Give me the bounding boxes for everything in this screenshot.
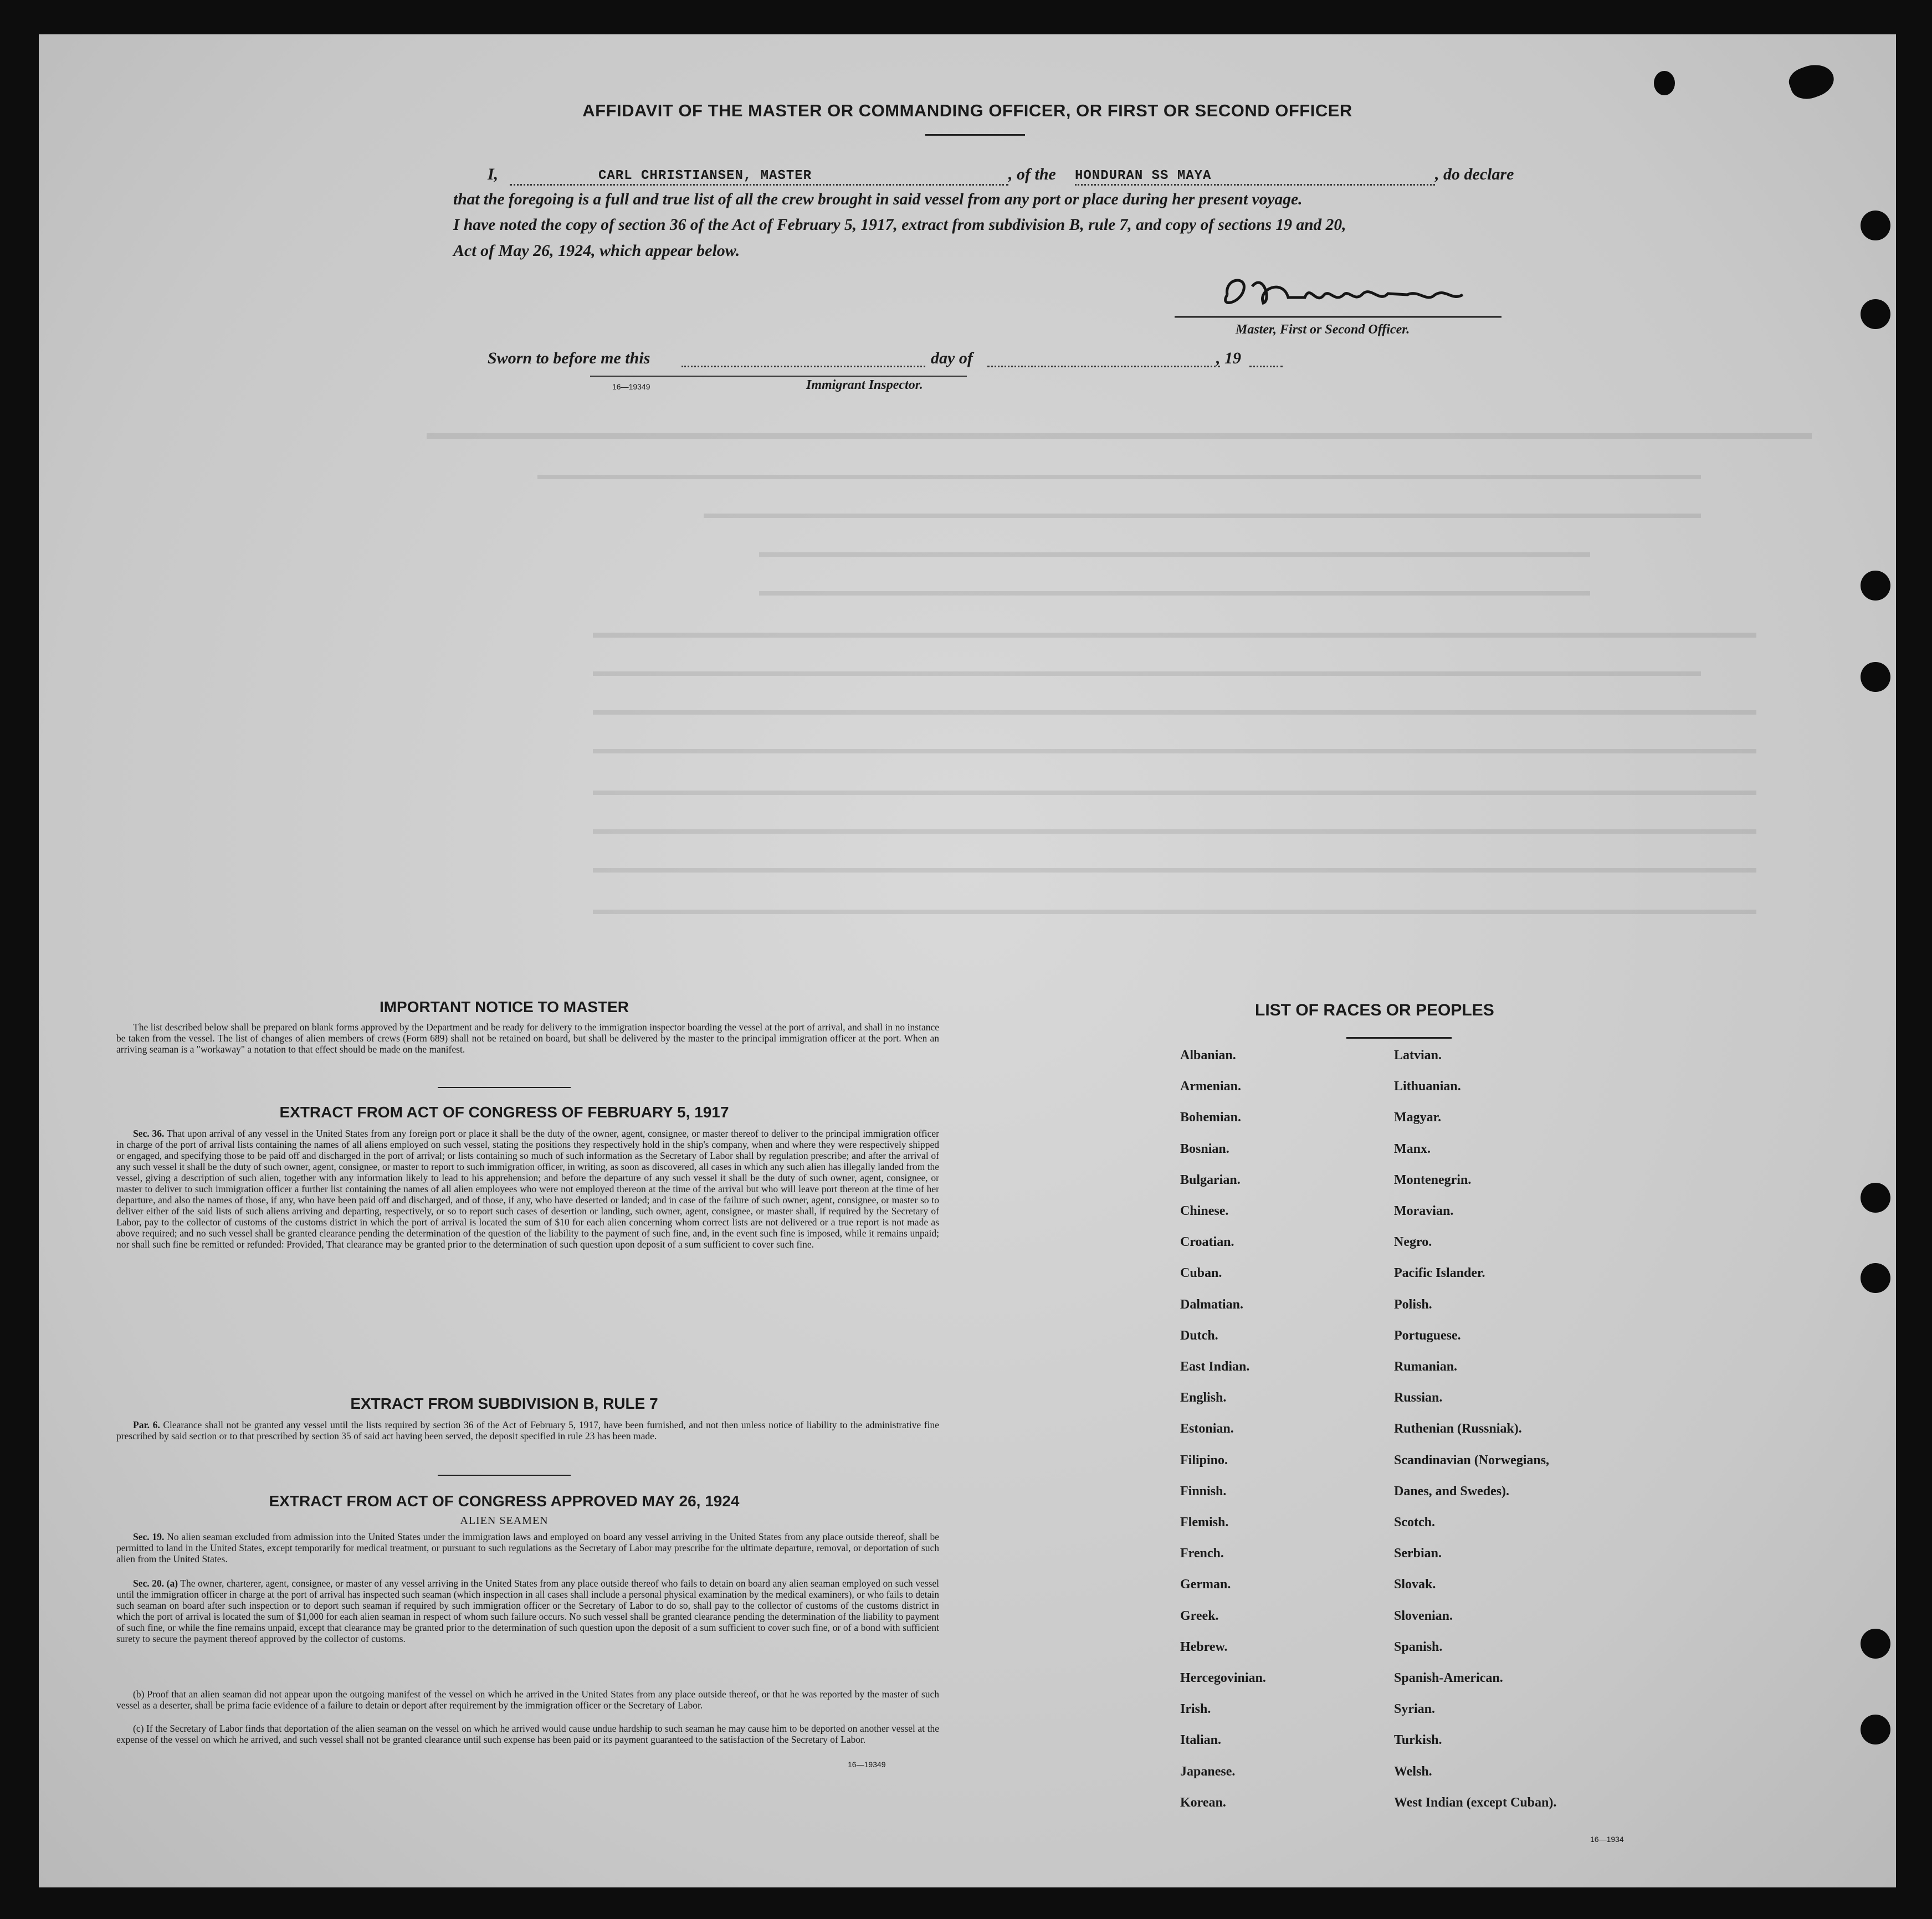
sec-20c-text: (c) If the Secretary of Labor finds that deportation of the alien seaman on the vessel on which he arrived would cause undue hardship to such seaman he may cause him to be deported on another vessel at the expense of the vessel on which he arrived, and such vessel shall not be granted clearance until such expense has been paid or its payment guaranteed to the satisfaction of the Secretary of Labor. [116, 1723, 939, 1745]
race-item: Welsh. [1394, 1764, 1432, 1779]
extract-1917-text [116, 1128, 939, 1250]
par-6-label: Par. 6. [133, 1419, 160, 1430]
extract-1917-title: EXTRACT FROM ACT OF CONGRESS OF FEBRUARY 5, 1917 [279, 1104, 729, 1121]
race-item: Pacific Islander. [1394, 1266, 1485, 1281]
race-item: Danes, and Swedes). [1394, 1484, 1510, 1499]
sec-20a-body: The owner, charterer, agent, consignee, or master of any vessel arriving in the United States from any place outside thereof who fails to detain on board any alien seaman employed on such vessel until the immigration officer in charge at the port of arrival has inspected such seaman (which inspection in all cases shall include a personal physical examination by the medical examiners), or who fails to detain such seaman on board after such inspection or to deport such seaman if required by such immigration officer or the Secretary of Labor to do so, shall pay to the collector of customs of the customs district in which the port of arrival is located the sum of $1,000 for each alien seaman in respect of whom such failure occurs. No such vessel shall be granted clearance pending the determination of the liability to payment of such fine, or while the fine remains unpaid, except that clearance may be granted prior to the determination of such question upon the deposit of a sum sufficient to cover such fine, or of a bond with sufficient surety to secure the payment thereof approved by the collector of customs. [116, 1578, 939, 1644]
race-item: Dalmatian. [1180, 1297, 1243, 1312]
race-item: Japanese. [1180, 1764, 1236, 1779]
race-item: Slovak. [1394, 1577, 1436, 1592]
punch-hole [1861, 299, 1890, 329]
race-item: Spanish-American. [1394, 1671, 1503, 1685]
race-item: Manx. [1394, 1141, 1431, 1156]
race-item: Italian. [1180, 1733, 1222, 1748]
race-item: Cuban. [1180, 1266, 1222, 1281]
master-signature [1175, 256, 1518, 333]
race-item: Slovenian. [1394, 1608, 1453, 1623]
race-item: Bohemian. [1180, 1110, 1242, 1125]
race-item: Latvian. [1394, 1048, 1442, 1063]
punch-hole [1861, 1715, 1890, 1744]
race-item: Flemish. [1180, 1515, 1229, 1530]
rule7-text [116, 1419, 939, 1441]
sec-36-body: That upon arrival of any vessel in the United States from any foreign port or place it shall be the duty of the owner, agent, consignee, or master thereof to deliver to the principal immigration officer in charge of the port of arrival lists containing the names of all aliens employed on such vessel, stating the positions they respectively hold in the ship's company, when and where they were respectively shipped or engaged, and specifying those to be paid off and discharged in the port of arrival; or lists containing so much of such information as the Secretary of Labor shall by regulation prescribe; and after the arrival of any such vessel it shall be the duty of such owner, agent, consignee, or master to report to such immigration officer, in writing, as soon as discovered, all cases in which any such alien has illegally landed from the vessel, giving a description of such alien, together with any information likely to lead to his apprehension; and before the departure of any such vessel it shall be the duty of such owner, agent, consignee, or master to deliver to such immigration officer a further list containing the names of all alien employees who were not employed thereon at the time of the arrival but who will leave port thereon at the time of her departure, and also the names of those, if any, who have been paid off and discharged, and of those, if any, who have deserted or landed; and in case of the failure of such owner, agent, consignee, or master so to deliver either of the said lists of such aliens arriving and departing, respectively, or so to report such cases of desertion or landing, such owner, agent, consignee, or master shall, if required by the Secretary of Labor, pay to the collector of customs of the customs district in which the port of arrival is located the sum of $10 for each alien concerning whom correct lists are not delivered or a true report is not made as above required; and no such vessel shall be granted clearance pending the determination of the question of the liability to the payment of such fine, and, in the event such fine is imposed, while it remains unpaid; nor shall such fine be remitted or refunded: Provided, That clearance may be granted prior to the determination of such question upon deposit of a sum sufficient to cover such fine. [116, 1128, 939, 1250]
i-label: I, [488, 165, 499, 183]
race-item: Ruthenian (Russniak). [1394, 1422, 1522, 1436]
sec-19-label: Sec. 19. [133, 1531, 165, 1542]
affidavit-line-2: that the foregoing is a full and true list of all the crew brought in said vessel from any port or place during her present voyage. [453, 191, 1303, 208]
race-item: Filipino. [1180, 1453, 1228, 1468]
sec-20b-text: (b) Proof that an alien seaman did not appear upon the outgoing manifest of the vessel on which he arrived in the United States from any place outside thereof, or that he was reported by the master of such vessel as a deserter, shall be prima facie evidence of a failure to detain or deport after requirement by the immigration officer or the Secretary of Labor. [116, 1689, 939, 1711]
race-item: Scandinavian (Norwegians, [1394, 1453, 1550, 1468]
race-item: Albanian. [1180, 1048, 1236, 1063]
race-item: Armenian. [1180, 1079, 1241, 1094]
alien-seamen-subtitle: ALIEN SEAMEN [460, 1515, 549, 1527]
extract-1924-title: EXTRACT FROM ACT OF CONGRESS APPROVED MAY 26, 1924 [269, 1492, 740, 1510]
punch-hole [1861, 662, 1890, 692]
punch-hole [1861, 1629, 1890, 1659]
ink-blot [1654, 71, 1675, 95]
inspector-caption: Immigrant Inspector. [806, 378, 923, 392]
race-item: Magyar. [1394, 1110, 1442, 1125]
sec-19-text [116, 1531, 939, 1564]
race-item: German. [1180, 1577, 1231, 1592]
race-item: Lithuanian. [1394, 1079, 1461, 1094]
races-form-number: 16—1934 [1590, 1835, 1624, 1844]
year-prefix: , 19 [1216, 349, 1241, 367]
notice-text: The list described below shall be prepared on blank forms approved by the Department and be ready for delivery to the immigration inspector boarding the vessel at the port of arrival, and shall in no instance be taken from the vessel. The list of changes of alien members of crews (Form 689) shall not be retained on board, but shall be delivered by the master to the principal immigration officer at the port. When an arriving seaman is a "workaway" a notation to that effect should be made on the manifest. [116, 1022, 939, 1055]
race-item: East Indian. [1180, 1359, 1250, 1374]
race-item: Estonian. [1180, 1422, 1234, 1436]
bleed-through-texture [427, 422, 1867, 976]
master-name: CARL CHRISTIANSEN, MASTER [598, 168, 812, 183]
sworn-month-line [987, 366, 1220, 367]
race-item: Montenegrin. [1394, 1172, 1472, 1187]
sec-20-label: Sec. 20. (a) [133, 1578, 178, 1589]
day-of-label: day of [931, 349, 973, 367]
race-item: French. [1180, 1546, 1224, 1561]
sworn-year-line [1249, 366, 1283, 367]
race-item: Turkish. [1394, 1733, 1442, 1748]
race-item: Negro. [1394, 1235, 1432, 1250]
sec-20a-text [116, 1578, 939, 1644]
affidavit-title: AFFIDAVIT OF THE MASTER OR COMMANDING OFFICER, OR FIRST OR SECOND OFFICER [582, 101, 1352, 120]
title-rule [925, 134, 1025, 136]
inspector-line [590, 376, 967, 377]
race-item: Portuguese. [1394, 1328, 1461, 1343]
signature-caption: Master, First or Second Officer. [1236, 322, 1410, 337]
sworn-label: Sworn to before me this [488, 349, 650, 367]
race-item: Croatian. [1180, 1235, 1234, 1250]
extract-form-number: 16—19349 [848, 1760, 886, 1769]
race-item: Rumanian. [1394, 1359, 1458, 1374]
races-title-rule [1346, 1037, 1452, 1039]
affidavit-form-number: 16—19349 [612, 382, 650, 391]
vessel-name-line [1075, 184, 1435, 186]
par-6-body: Clearance shall not be granted any vessel until the lists required by section 36 of the Act of February 5, 1917, have been furnished, and not then unless notice of liability to the administrative fine prescribed by said section or to that prescribed by section 35 of said act having been served, the deposit specified in rule 23 has been made. [116, 1419, 940, 1441]
race-item: Chinese. [1180, 1204, 1229, 1218]
rule7-title: EXTRACT FROM SUBDIVISION B, RULE 7 [350, 1395, 658, 1412]
race-item: Hercegovinian. [1180, 1671, 1266, 1685]
master-name-line [510, 184, 1008, 186]
notice-title: IMPORTANT NOTICE TO MASTER [379, 998, 629, 1015]
affidavit-line-3: I have noted the copy of section 36 of the Act of February 5, 1917, extract from subdivision B, rule 7, and copy of sections 19 and 20, [453, 216, 1346, 234]
sworn-day-line [681, 366, 925, 367]
punch-hole [1861, 211, 1890, 240]
race-item: Syrian. [1394, 1702, 1436, 1717]
section-rule-1 [438, 1087, 571, 1088]
race-item: West Indian (except Cuban). [1394, 1795, 1557, 1810]
race-item: Irish. [1180, 1702, 1211, 1717]
section-rule-2 [438, 1475, 571, 1476]
race-item: Greek. [1180, 1608, 1219, 1623]
race-item: Korean. [1180, 1795, 1226, 1810]
race-item: Scotch. [1394, 1515, 1435, 1530]
race-item: Dutch. [1180, 1328, 1218, 1343]
vessel-name: HONDURAN SS MAYA [1075, 168, 1212, 183]
sec-36-label: Sec. 36. [133, 1128, 165, 1139]
of-the-label: , of the [1008, 165, 1056, 183]
declare-label: , do declare [1435, 165, 1514, 183]
punch-hole [1861, 1263, 1890, 1293]
race-item: Hebrew. [1180, 1639, 1228, 1654]
punch-hole [1861, 571, 1890, 601]
race-item: Spanish. [1394, 1639, 1443, 1654]
document-page [39, 34, 1896, 1887]
race-item: Moravian. [1394, 1204, 1454, 1218]
sec-19-body: No alien seaman excluded from admission into the United States under the immigration laws and employed on board any vessel arriving in the United States from any place outside thereof, shall be permitted to land in the United States, except temporarily for medical treatment, or pursuant to such regulations as the Secretary of Labor may prescribe for the ultimate departure, removal, or deportation of such alien from the United States. [116, 1531, 940, 1564]
race-item: Bulgarian. [1180, 1172, 1241, 1187]
race-item: Russian. [1394, 1390, 1443, 1405]
races-title: LIST OF RACES OR PEOPLES [1255, 1001, 1494, 1019]
race-item: Bosnian. [1180, 1141, 1229, 1156]
punch-hole [1861, 1183, 1890, 1213]
race-item: Polish. [1394, 1297, 1432, 1312]
race-item: English. [1180, 1390, 1227, 1405]
race-item: Finnish. [1180, 1484, 1227, 1499]
race-item: Serbian. [1394, 1546, 1442, 1561]
affidavit-line-4: Act of May 26, 1924, which appear below. [453, 242, 740, 260]
